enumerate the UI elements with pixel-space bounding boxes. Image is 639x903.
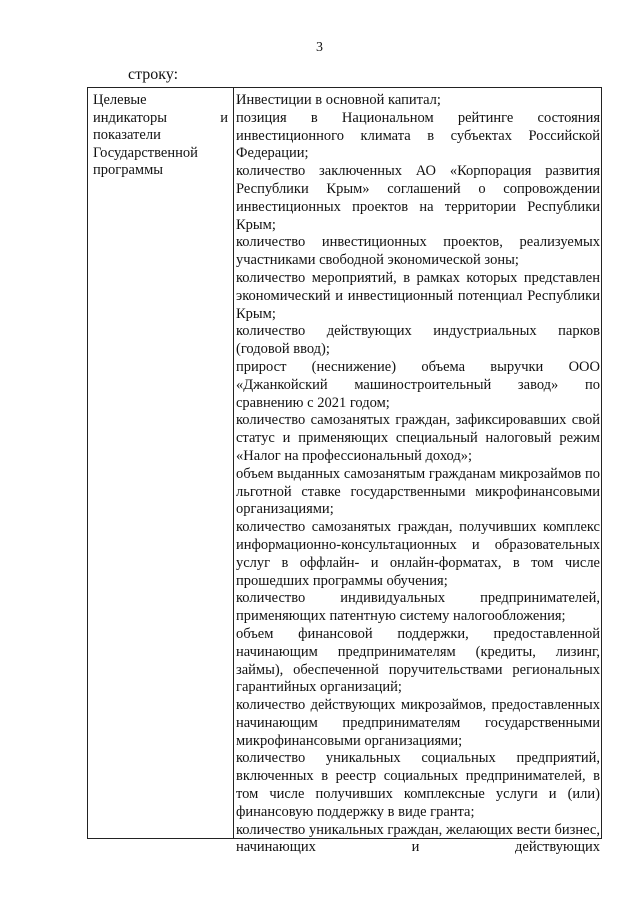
indicator-item: объем финансовой поддержки, предоставленной начинающим предпринимателям (кредиты, лизинг, займы), обеспеченной поручительствами региональных гарантийных организаций; [236, 625, 600, 696]
indicator-list [236, 92, 600, 857]
indicators-table [87, 87, 602, 856]
row-header-word: индикаторы [93, 109, 167, 126]
indicator-item: количество самозанятых граждан, зафиксировавших свой статус и применяющих специальный налоговый режим «Налог на профессиональный доход»; [236, 412, 600, 464]
indicator-item: Инвестиции в основной капитал; [236, 92, 441, 108]
indicator-item: количество инвестиционных проектов, реализуемых участниками свободной экономической зоны; [236, 234, 600, 269]
page-number: 3 [316, 40, 323, 55]
indicator-item: количество индивидуальных предпринимателей, применяющих патентную систему налогообложения; [236, 590, 600, 625]
row-header-line: Целевые [93, 92, 147, 108]
row-header-cell [93, 92, 228, 180]
lead-text: строку: [128, 66, 179, 83]
indicator-item: количество мероприятий, в рамках которых представлен экономический и инвестиционный потенциал Республики Крым; [236, 269, 600, 322]
indicator-item: количество уникальных граждан, желающих вести бизнес, начинающих и действующих [236, 821, 600, 856]
row-header-word: и [220, 109, 228, 126]
indicator-item: позиция в Национальном рейтинге состояния инвестиционного климата в субъектах Российской Федерации; [236, 109, 600, 162]
indicator-item: количество заключенных АО «Корпорация развития Республики Крым» соглашений о сопровождении инвестиционных проектов на территории Республики Крым; [236, 163, 600, 233]
indicator-item: количество действующих индустриальных парков (годовой ввод); [236, 323, 600, 358]
indicator-item: прирост (неснижение) объема выручки ООО «Джанкойский машиностроительный завод» по сравнению с 2021 годом; [236, 358, 600, 411]
row-header-line: программы [93, 162, 163, 179]
row-header-line: Государственной [93, 144, 198, 161]
column-divider [233, 88, 234, 838]
row-header-line: показатели [93, 127, 161, 144]
indicator-item: количество уникальных социальных предприятий, включенных в реестр социальных предпринимателей, в том числе получивших комплексные услуги и (или) финансовую поддержку в виде гранта; [236, 750, 600, 820]
row-header-line [93, 110, 228, 128]
indicator-item: объем выданных самозанятым гражданам микрозаймов по льготной ставке государственными микрофинансовыми организациями; [236, 465, 600, 518]
indicator-item: количество действующих микрозаймов, предоставленных начинающим предпринимателям государственными микрофинансовыми организациями; [236, 697, 600, 749]
indicator-item: количество самозанятых граждан, получивших комплекс информационно-консультационных и образовательных услуг в оффлайн- и онлайн-форматах, в том числе прошедших программы обучения; [236, 519, 600, 589]
